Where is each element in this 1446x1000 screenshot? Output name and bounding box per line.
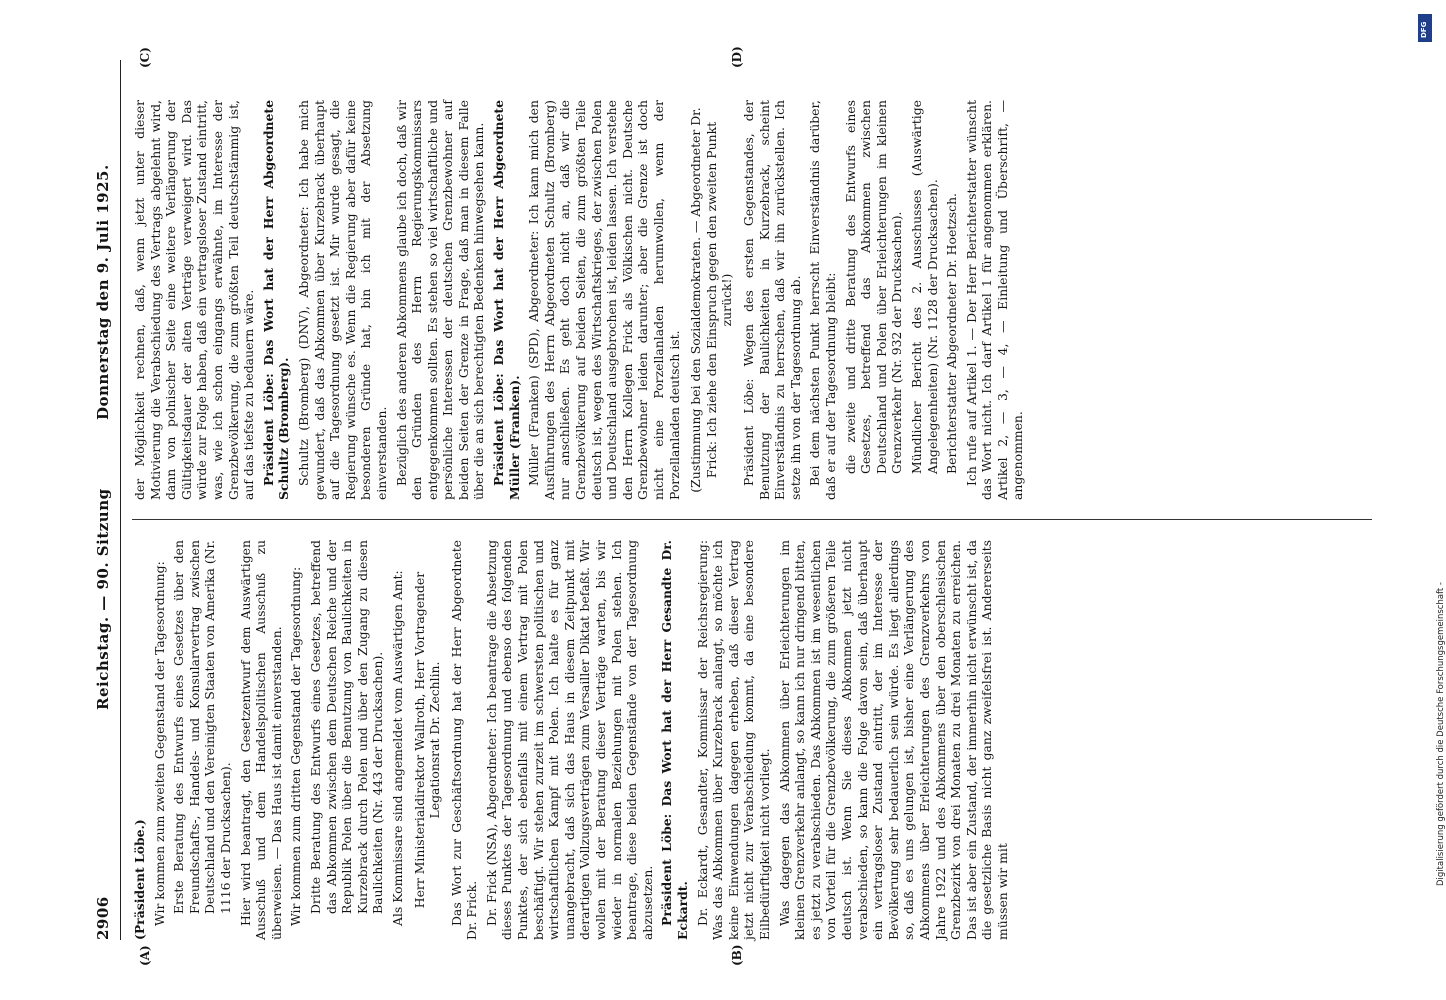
session-date: Donnerstag den 9. Juli 1925. xyxy=(94,164,112,420)
column-divider xyxy=(132,519,1372,520)
agenda-item: Dritte Beratung des Entwurfs eines Gesetzes, betreffend das Abkommen zwischen dem Deutschen Reiche und der Republik Polen über die Benutzung von Baulichkeiten in Kurzebrack durch Polen und über den Zugang zu diesen Baulichkeiten (Nr. 443 der Drucksachen). xyxy=(307,540,386,914)
president-remark: Präsident Löbe: Das Wort hat der Herr Gesandte Dr. Eckardt. xyxy=(659,540,690,940)
paragraph: Wir kommen zum zweiten Gegenstand der Tagesordnung: xyxy=(151,561,167,926)
speech: der Möglichkeit rechnen, daß, wenn jetzt unter dieser Motivierung die Verabschiedung des Vertrags abgelehnt wird, dann von polnischer Seite eine weitere Verlängerung der Gültigkeitsdauer der alten Verträge verweigert wird. Das würde zur Folge haben, daß ein vertragsloser Zustand eintritt, was, wie ich schon eingangs erwähnte, im Interesse der Grenzbevölkerung, die zum größten Teil deutschstämmig ist, auf das tiefste zu bedauern wäre. xyxy=(132,100,257,500)
right-column xyxy=(132,100,1382,500)
paragraph: Bei dem nächsten Punkt herrscht Einverständnis darüber, daß er auf der Tagesordnung bleibt: xyxy=(807,100,838,500)
session-title: Reichstag. — 90. Sitzung xyxy=(94,488,112,710)
report-note: Mündlicher Bericht des 2. Ausschusses (Auswärtige Angelegenheiten) (Nr. 1128 der Drucksachen). xyxy=(908,100,940,474)
margin-marker-d: (D) xyxy=(730,46,744,68)
president-remark: Präsident Löbe: Wegen des ersten Gegenstandes, der Benutzung der Baulichkeiten in Kurzebrack, scheint Einverständnis zu herrschen, daß wir ihn zurückstellen. Ich setze ihn von der Tagesordnung ab. xyxy=(740,100,803,500)
page-header xyxy=(90,60,121,940)
agenda-item: die zweite und dritte Beratung des Entwurfs eines Gesetzes, betreffend das Abkommen zwischen Deutschland und Polen über Erleichterungen im kleinen Grenzverkehr (Nr. 932 der Drucksachen). xyxy=(842,100,905,474)
president-remark: Präsident Löbe: Das Wort hat der Herr Abgeordnete Schultz (Bromberg). xyxy=(260,100,292,500)
digitization-note xyxy=(1418,6,1446,996)
paragraph: Wir kommen zum dritten Gegenstand der Tagesordnung: xyxy=(288,566,304,926)
page-number: 2906 xyxy=(94,896,112,940)
rapporteur: Berichterstatter Abgeordneter Dr. Hoetzsch. xyxy=(944,193,960,474)
paragraph: Das Wort zur Geschäftsordnung hat der Herr Abgeordnete Dr. Frick. xyxy=(448,540,480,940)
speech: Dr. Eckardt, Gesandter, Kommissar der Reichsregierung: Was das Abkommen über Kurzebrack anlangt, so möchte ich keine Einwendungen dagegen erheben, daß dieser Vertrag jetzt nicht zur Verabschiedung kommt, da eine besondere Eilbedürftigkeit nicht vorliegt. xyxy=(694,540,772,940)
left-column xyxy=(132,540,1382,940)
newspaper-sheet xyxy=(90,46,1390,966)
digitization-note-text: Digitalisierung gefördert durch die Deutsche Forschungsgemeinschaft - xyxy=(1436,582,1446,886)
president-remark: Präsident Löbe: Das Wort hat der Herr Abgeordnete Müller (Franken). xyxy=(491,100,522,500)
paragraph: Hier wird beantragt, den Gesetzentwurf dem Auswärtigen Ausschuß und dem Handelspolitischen Ausschuß zu überweisen. — Das Haus ist damit einverstanden. xyxy=(237,540,284,940)
margin-marker-b: (B) xyxy=(730,944,744,966)
speech: Müller (Franken) (SPD), Abgeordneter: Ich kann mich den Ausführungen des Herrn Abgeordneten Schultz (Bromberg) nur anschließen. Es geht doch nicht an, daß wir die Grenzbevölkerung auf beiden Seiten, die zum größten Teile deutsch ist, wegen des Wirtschaftskrieges, der zwischen Polen und Deutschland ausgebrochen ist, leiden lassen. Ich verstehe den Herrn Kollegen Frick als Völkischen nicht. Deutsche Grenzbewohner leiden darunter; aber die Grenze ist doch nicht eine Porzellanladen herumwollen, wenn der Porzellanladen deutsch ist. xyxy=(526,100,682,500)
speech: Was dagegen das Abkommen über Erleichterungen im kleinen Grenzverkehr anlangt, so kann ich nur dringend bitten, es jetzt zu verabschieden. Das Abkommen ist im wesentlichen von Vorteil für die Grenzbevölkerung, die zum größeren Teile deutsch ist. Wenn Sie dieses Abkommen jetzt nicht verabschieden, so kann die Folge davon sein, daß überhaupt ein vertragsloser Zustand eintritt, der im Interesse der Bevölkerung sehr bedauerlich sein würde. Es liegt allerdings so, daß es uns gelungen ist, bisher eine Verlängerung des Abkommens über Erleichterungen des Grenzverkehrs von Jahre 1922 und des Abkommens über den oberschlesischen Grenzbezirk von drei Monaten zu drei Monaten zu erreichen. Das ist aber ein Zustand, der immerhin nicht erwünscht ist, da die gesetzliche Basis nicht ganz zweifelsfrei ist. Andererseits müssen wir mit xyxy=(776,540,1010,940)
agenda-item: Erste Beratung des Entwurfs eines Gesetzes über den Freundschafts-, Handels- und Konsularvertrag zwischen Deutschland und den Vereinigten Staaten von Amerika (Nr. 1116 der Drucksachen). xyxy=(171,540,233,914)
speech: Schultz (Bromberg) (DNV), Abgeordneter: Ich habe mich gewundert, daß das Abkommen über Kurzebrack überhaupt auf die Tagesordnung gesetzt ist. Mir wurde gesagt, die Regierung wünsche es. Wenn die Regierung aber dafür keine besonderen Gründe hat, bin ich mit der Absetzung einverstanden. xyxy=(295,100,389,500)
speech: Dr. Frick (NSA), Abgeordneter: Ich beantrage die Absetzung dieses Punktes der Tagesordnung und ebenso des folgenden Punktes, der sich ebenfalls mit einem Vertrag mit Polen beschäftigt. Wir stehen zurzeit im schwersten politischen und wirtschaftlichen Kampf mit Polen. Ich halte es für ganz unangebracht, daß sich das Haus in diesem Zeitpunkt mit derartigen Vollzugsverträgen zum Versailler Diktat befaßt. Wir wollen mit der Beratung dieser Verträge warten, bis wir wieder in normalen Beziehungen mit Polen stehen. Ich beantrage, diese beiden Gegenstände von der Tagesordnung abzusetzen. xyxy=(483,540,655,940)
paragraph: Ich rufe auf Artikel 1. — Der Herr Berichterstatter wünscht das Wort nicht. Ich darf Artikel 1 für angenommen erklären. Artikel 2, — 3, — 4, — Einleitung und Überschrift, — angenommen. xyxy=(963,100,1026,500)
interjection: (Zustimmung bei den Sozialdemokraten. — Abgeordneter Dr. Frick: Ich ziehe den Einspruch gegen den zweiten Punkt zurück!) xyxy=(688,107,735,493)
commissioner-list: Herr Ministerialdirektor Wallroth, Herr Vortragender Legationsrat Dr. Zechlin. xyxy=(411,571,443,909)
speaker-note: (Präsident Löbe.) xyxy=(132,819,147,940)
dfg-logo: DFG xyxy=(1418,14,1432,42)
margin-marker-c: (C) xyxy=(138,47,152,68)
paragraph: Als Kommissare sind angemeldet vom Auswärtigen Amt: xyxy=(389,570,405,926)
speech: Bezüglich des anderen Abkommens glaube ich doch, daß wir den Gründen des Herrn Regierungskommissars entgegenkommen sollten. Es stehen so viel wirtschaftliche und persönliche Interessen der deutschen Grenzbewohner auf beiden Seiten der Grenze in Frage, daß man in diesem Falle über die an sich berechtigten Bedenken hinwegsehen kann. xyxy=(393,100,487,500)
margin-marker-a: (A) xyxy=(138,945,152,966)
